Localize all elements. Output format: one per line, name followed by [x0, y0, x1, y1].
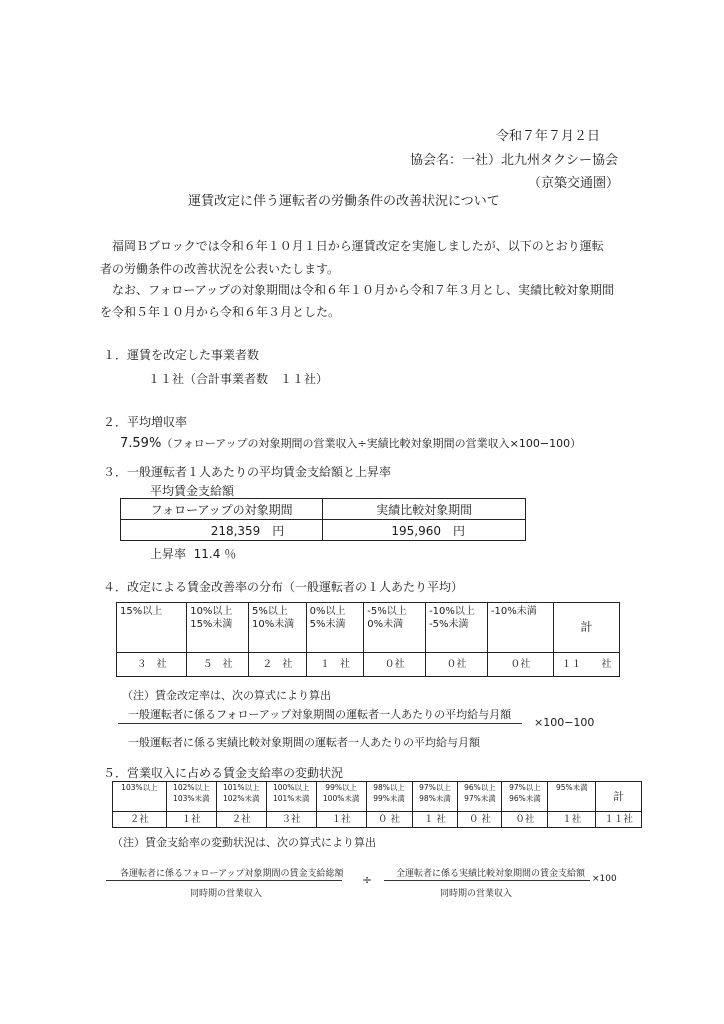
rise-rate-value: 11.4 ％ [193, 547, 237, 561]
s5-count-total: １１社 [596, 812, 642, 828]
s4-note: （注）賃金改定率は、次の算式により算出 [122, 689, 331, 702]
s4-count-total: １１ 社 [553, 653, 619, 677]
section-1-value: １１社（合計事業者数 １１社） [148, 372, 329, 386]
s5-count-5: ０ 社 [366, 812, 412, 828]
s5-header-total: 計 [596, 782, 642, 812]
average-increase-rate: 7.59% [120, 436, 162, 451]
page-title: 運賃改定に伴う運転者の労働条件の改善状況について [188, 194, 500, 209]
wage-ratio-table [112, 781, 642, 828]
s4-count-4: ０社 [364, 653, 426, 677]
section-2-heading: ２．平均増収率 [103, 415, 188, 429]
s5-header-4: 99%以上 100%未満 [316, 782, 366, 812]
s4-header-4: -5%以上 0%未満 [364, 603, 426, 653]
s5-divide-sign: ÷ [362, 873, 373, 887]
s5-count-9: １社 [548, 812, 596, 828]
s4-count-0: ３ 社 [117, 653, 187, 677]
section-4-heading: ４．改定による賃金改善率の分布（一般運転者の１人あたり平均） [103, 580, 464, 594]
rise-rate-label: 上昇率 [150, 547, 187, 561]
s5-right-numerator: 全運転者に係る実績比較対象期間の賃金支給額 [396, 869, 586, 879]
s4-count-5: ０社 [426, 653, 488, 677]
section-3-sublabel: 平均賃金支給額 [150, 484, 235, 498]
s4-count-6: ０社 [487, 653, 553, 677]
intro-line-1: 福岡Ｂブロックでは令和６年１０月１日から運賃改定を実施しましたが、以下のとおり運転 [112, 239, 604, 253]
s5-count-2: ２社 [216, 812, 266, 828]
wage-col-followup: フォローアップの対象期間 [121, 499, 323, 520]
increase-rate-formula: （フォローアップの対象期間の営業収入÷実績比較対象期間の営業収入×100−100） [161, 437, 582, 450]
region-label: （京築交通圏） [528, 176, 620, 191]
s5-header-3: 100%以上 101%未満 [266, 782, 316, 812]
s5-left-denominator: 同時期の営業収入 [190, 889, 263, 899]
s5-count-3: ３社 [266, 812, 316, 828]
s4-count-2: ２ 社 [249, 653, 307, 677]
s5-header-6: 97%以上 98%未満 [412, 782, 458, 812]
rise-rate-row [150, 545, 236, 562]
s4-header-3: 0%以上 5%未満 [306, 603, 364, 653]
s4-header-2: 5%以上 10%未満 [249, 603, 307, 653]
s5-left-fraction-line [106, 880, 342, 881]
association-name: 協会名：一社）北九州タクシー協会 [410, 153, 619, 168]
s4-header-0: 15%以上 [117, 603, 187, 653]
s4-fraction-line [118, 723, 522, 724]
intro-line-3: なお、フォローアップの対象期間は令和６年１０月から令和７年３月とし、実績比較対象期間 [112, 283, 614, 297]
s5-header-0: 103%以上 [113, 782, 167, 812]
s5-count-6: １ 社 [412, 812, 458, 828]
s4-formula-multiplier: ×100−100 [534, 716, 595, 729]
s5-count-4: １社 [316, 812, 366, 828]
s4-header-6: -10%未満 [487, 603, 553, 653]
wage-improvement-table [116, 602, 620, 677]
s5-count-1: １社 [166, 812, 216, 828]
s5-header-2: 101%以上 102%未満 [216, 782, 266, 812]
section-1-heading: １．運賃を改定した事業者数 [103, 348, 260, 362]
s5-note: （注）賃金支給率の変動状況は、次の算式により算出 [112, 836, 376, 849]
document-date: 令和７年７月２日 [496, 129, 601, 144]
s5-count-0: ２社 [113, 812, 167, 828]
section-2-line [120, 432, 581, 451]
s5-header-9: 95%未満 [548, 782, 596, 812]
s5-header-5: 98%以上 99%未満 [366, 782, 412, 812]
s4-count-3: １ 社 [306, 653, 364, 677]
wage-comparison-value: 195,960 円 [323, 520, 526, 541]
s5-count-8: ０社 [502, 812, 548, 828]
s4-count-1: ５ 社 [187, 653, 249, 677]
section-3-heading: ３．一般運転者１人あたりの平均賃金支給額と上昇率 [103, 465, 392, 479]
s4-header-total: 計 [553, 603, 619, 653]
s5-right-denominator: 同時期の営業収入 [440, 889, 513, 899]
s5-right-fraction-line [384, 880, 590, 881]
intro-line-4: を令和５年１０月から令和６年３月とした。 [100, 305, 341, 319]
intro-line-2: 者の労働条件の改善状況を公表いたします。 [100, 262, 340, 276]
s5-header-7: 96%以上 97%未満 [458, 782, 502, 812]
section-5-heading: ５．営業収入に占める賃金支給率の変動状況 [103, 766, 344, 780]
wage-table [120, 498, 526, 541]
s4-formula-denominator: 一般運転者に係る実績比較対象期間の運転者一人あたりの平均給与月額 [128, 736, 480, 749]
s5-header-1: 102%以上 103%未満 [166, 782, 216, 812]
s5-count-7: ０ 社 [458, 812, 502, 828]
wage-followup-value: 218,359 円 [121, 520, 323, 541]
s5-left-numerator: 各運転者に係るフォローアップ対象期間の賃金支給総額 [120, 869, 344, 879]
s4-header-5: -10%以上 -5%未満 [426, 603, 488, 653]
wage-col-comparison: 実績比較対象期間 [323, 499, 526, 520]
s5-header-8: 97%以上 96%未満 [502, 782, 548, 812]
s4-header-1: 10%以上 15%未満 [187, 603, 249, 653]
s5-multiplier: ×100 [592, 874, 617, 884]
s4-formula-numerator: 一般運転者に係るフォローアップ対象期間の運転者一人あたりの平均給与月額 [128, 708, 512, 721]
